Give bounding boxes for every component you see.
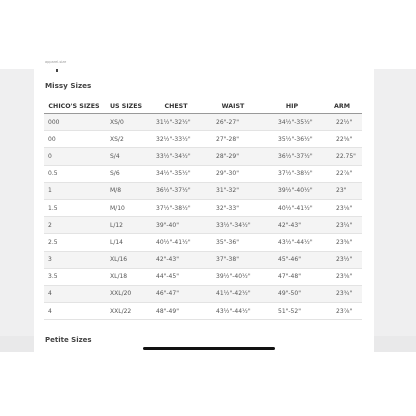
table-row (44, 217, 362, 234)
cell-hip: 37½"-38½" (262, 165, 322, 182)
cell-hip: 45"-46" (262, 251, 322, 268)
cell-chicos-size: 1 (44, 182, 104, 199)
cell-us-size: L/12 (104, 217, 148, 234)
cell-arm: 23⅜" (322, 234, 362, 251)
cell-hip: 47"-48" (262, 268, 322, 285)
cell-waist: 32"-33" (204, 199, 262, 216)
cell-waist: 26"-27" (204, 114, 262, 131)
cell-chicos-size: 3.5 (44, 268, 104, 285)
column-header-arm: ARM (322, 99, 362, 114)
cell-waist: 28"-29" (204, 148, 262, 165)
table-row (44, 251, 362, 268)
table-header-row (44, 99, 362, 114)
cell-arm: 23⅝" (322, 268, 362, 285)
section-title: Missy Sizes (45, 81, 92, 90)
cell-chest: 44"-45" (148, 268, 204, 285)
cell-chest: 34½"-35½" (148, 165, 204, 182)
header-tiny-text: apparel-size (45, 60, 67, 64)
cell-chicos-size: 2.5 (44, 234, 104, 251)
cell-hip: 34½"-35½" (262, 114, 322, 131)
cell-chest: 31½"-32½" (148, 114, 204, 131)
cell-waist: 35"-36" (204, 234, 262, 251)
cell-hip: 35½"-36½" (262, 131, 322, 148)
table-row (44, 234, 362, 251)
cell-arm: 23½" (322, 251, 362, 268)
cell-us-size: M/8 (104, 182, 148, 199)
cell-waist: 29"-30" (204, 165, 262, 182)
table-row (44, 268, 362, 285)
cell-us-size: XS/2 (104, 131, 148, 148)
cell-chest: 33½"-34½" (148, 148, 204, 165)
cell-us-size: S/4 (104, 148, 148, 165)
cell-us-size: XL/16 (104, 251, 148, 268)
cell-us-size: XL/18 (104, 268, 148, 285)
size-chart-card (34, 60, 374, 352)
cell-chicos-size: 4 (44, 303, 104, 320)
cell-chest: 37½"-38½" (148, 199, 204, 216)
cell-chicos-size: 1.5 (44, 199, 104, 216)
cursor-mark (56, 69, 58, 72)
table-row (44, 182, 362, 199)
cell-arm: 22⅝" (322, 131, 362, 148)
cell-us-size: XXL/22 (104, 303, 148, 320)
cell-hip: 51"-52" (262, 303, 322, 320)
column-header-chicos-sizes: CHICO'S SIZES (44, 99, 104, 114)
cell-chest: 42"-43" (148, 251, 204, 268)
cell-waist: 37"-38" (204, 251, 262, 268)
cell-waist: 31"-32" (204, 182, 262, 199)
column-header-hip: HIP (262, 99, 322, 114)
cell-chest: 40½"-41½" (148, 234, 204, 251)
cell-waist: 33½"-34½" (204, 217, 262, 234)
cell-us-size: L/14 (104, 234, 148, 251)
cell-arm: 22½" (322, 114, 362, 131)
cell-hip: 36½"-37½" (262, 148, 322, 165)
table-row (44, 148, 362, 165)
cell-hip: 40½"-41½" (262, 199, 322, 216)
cell-arm: 22.75" (322, 148, 362, 165)
table-row (44, 165, 362, 182)
cell-waist: 27"-28" (204, 131, 262, 148)
cell-chest: 36½"-37½" (148, 182, 204, 199)
cell-chest: 39"-40" (148, 217, 204, 234)
cell-hip: 49"-50" (262, 285, 322, 302)
cell-chicos-size: 000 (44, 114, 104, 131)
cell-chicos-size: 0 (44, 148, 104, 165)
cell-us-size: S/6 (104, 165, 148, 182)
column-header-chest: CHEST (148, 99, 204, 114)
table-row (44, 303, 362, 320)
cell-chest: 32½"-33½" (148, 131, 204, 148)
cell-arm: 23" (322, 182, 362, 199)
size-table (44, 99, 362, 320)
cell-us-size: XS/0 (104, 114, 148, 131)
cell-arm: 22⅞" (322, 165, 362, 182)
cell-chicos-size: 4 (44, 285, 104, 302)
cell-arm: 23¾" (322, 285, 362, 302)
column-header-us-sizes: US SIZES (104, 99, 148, 114)
cell-us-size: XXL/20 (104, 285, 148, 302)
next-section-title: Petite Sizes (45, 336, 92, 344)
table-row (44, 131, 362, 148)
cell-hip: 39½"-40½" (262, 182, 322, 199)
cell-arm: 23⅛" (322, 199, 362, 216)
table-body (44, 114, 362, 320)
table-row (44, 114, 362, 131)
home-indicator[interactable] (143, 347, 275, 350)
cell-chest: 46"-47" (148, 285, 204, 302)
cell-us-size: M/10 (104, 199, 148, 216)
cell-chicos-size: 3 (44, 251, 104, 268)
cell-chicos-size: 2 (44, 217, 104, 234)
cell-hip: 43½"-44½" (262, 234, 322, 251)
cell-chicos-size: 0.5 (44, 165, 104, 182)
cell-arm: 23⅞" (322, 303, 362, 320)
table-row (44, 285, 362, 302)
table-row (44, 199, 362, 216)
cell-chest: 48"-49" (148, 303, 204, 320)
cell-arm: 23¼" (322, 217, 362, 234)
cell-chicos-size: 00 (44, 131, 104, 148)
column-header-waist: WAIST (204, 99, 262, 114)
cell-hip: 42"-43" (262, 217, 322, 234)
cell-waist: 39½"-40½" (204, 268, 262, 285)
cell-waist: 41½"-42½" (204, 285, 262, 302)
cell-waist: 43½"-44½" (204, 303, 262, 320)
